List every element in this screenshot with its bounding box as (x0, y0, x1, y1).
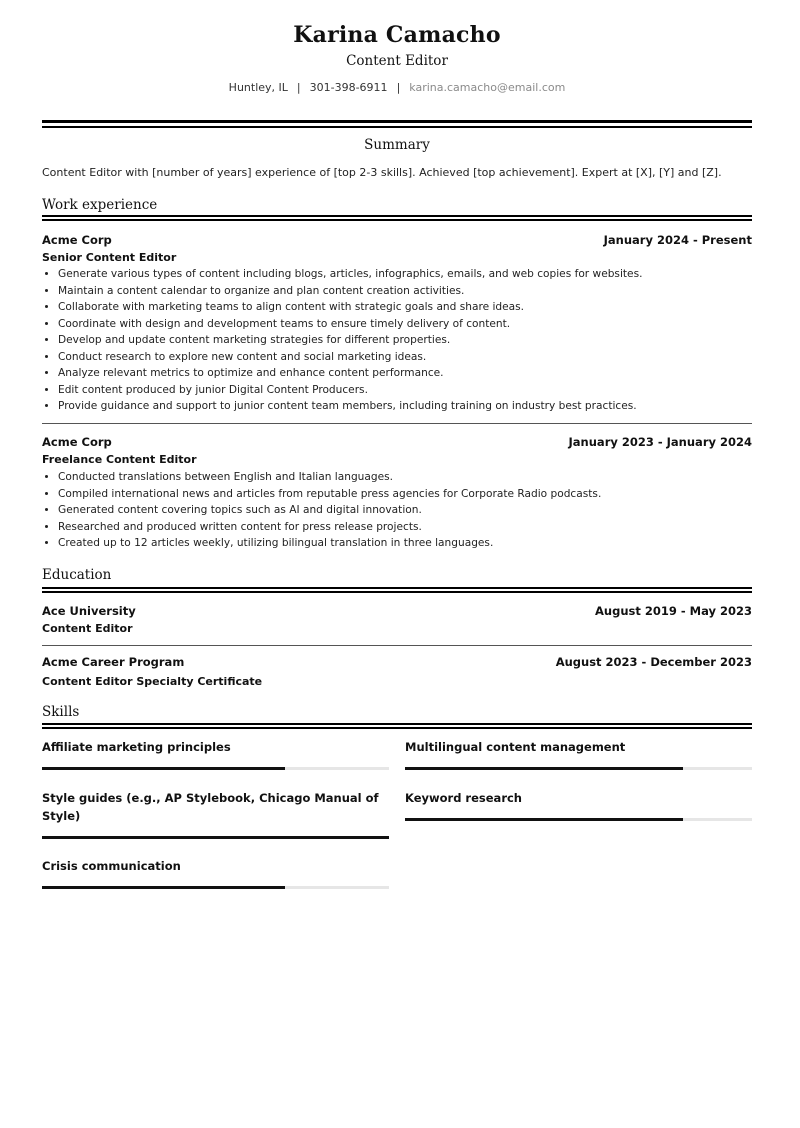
list-item: • Edit content produced by junior Digital Content Producers. (58, 382, 752, 399)
education-heading: Education (42, 567, 112, 583)
job-dates: January 2023 - January 2024 (568, 435, 752, 449)
candidate-role: Content Editor (346, 53, 448, 69)
location: Huntley, IL (228, 81, 288, 94)
list-item: • Provide guidance and support to junior content team members, including training on industry best practices. (58, 398, 752, 415)
entry-divider (42, 645, 752, 646)
skill-item (405, 738, 752, 756)
skill-item (42, 857, 389, 875)
phone: 301-398-6911 (309, 81, 388, 94)
entry-divider (42, 423, 752, 424)
skill-level-bar (405, 767, 752, 770)
skill-level-fill (42, 836, 389, 839)
skill-level-bar (42, 886, 389, 889)
header-divider (42, 120, 752, 123)
skill-name: Keyword research (405, 791, 522, 805)
job-bullets (42, 469, 752, 552)
list-item: • Created up to 12 articles weekly, utilizing bilingual translation in three languages. (58, 535, 752, 552)
skill-name: Style guides (e.g., AP Stylebook, Chicago Manual of Style) (42, 791, 379, 823)
list-item: • Analyze relevant metrics to optimize and enhance content performance. (58, 365, 752, 382)
list-item: • Conduct research to explore new content and social marketing ideas. (58, 349, 752, 366)
email-link[interactable]: karina.camacho@email.com (409, 81, 566, 94)
list-item: • Generate various types of content including blogs, articles, infographics, emails, and web copies for websites. (58, 266, 752, 283)
job-dates: January 2024 - Present (603, 233, 752, 247)
work-experience-heading: Work experience (42, 197, 158, 213)
job-title: Freelance Content Editor (42, 453, 197, 466)
header-divider-secondary (42, 126, 752, 128)
skill-level-fill (405, 767, 683, 770)
section-divider (42, 215, 752, 221)
school-name: Ace University (42, 604, 136, 618)
skill-name: Affiliate marketing principles (42, 740, 231, 754)
skill-item (405, 789, 752, 807)
section-divider (42, 723, 752, 729)
contact-separator: | (396, 81, 401, 94)
skill-name: Crisis communication (42, 859, 181, 873)
list-item: • Compiled international news and articles from reputable press agencies for Corporate Radio podcasts. (58, 486, 752, 503)
section-divider (42, 587, 752, 593)
skill-item (42, 738, 389, 756)
list-item: • Conducted translations between English and Italian languages. (58, 469, 752, 486)
skill-level-fill (405, 818, 683, 821)
degree: Content Editor (42, 622, 133, 635)
skill-level-bar (42, 767, 389, 770)
education-dates: August 2023 - December 2023 (555, 655, 752, 669)
summary-text: Content Editor with [number of years] experience of [top 2-3 skills]. Achieved [top achievement]. Expert at [X], [Y] and [Z]. (42, 166, 722, 179)
contact-line (42, 81, 752, 94)
skills-heading: Skills (42, 704, 80, 720)
company-name: Acme Corp (42, 233, 112, 247)
list-item: • Develop and update content marketing strategies for different properties. (58, 332, 752, 349)
skill-level-bar (405, 818, 752, 821)
job-bullets (42, 266, 752, 415)
list-item: • Generated content covering topics such as AI and digital innovation. (58, 502, 752, 519)
list-item: • Maintain a content calendar to organize and plan content creation activities. (58, 283, 752, 300)
company-name: Acme Corp (42, 435, 112, 449)
education-dates: August 2019 - May 2023 (595, 604, 752, 618)
job-title: Senior Content Editor (42, 251, 177, 264)
candidate-name: Karina Camacho (293, 22, 501, 48)
degree: Content Editor Specialty Certificate (42, 675, 263, 688)
school-name: Acme Career Program (42, 655, 185, 669)
skill-level-bar (42, 836, 389, 839)
list-item: • Coordinate with design and development teams to ensure timely delivery of content. (58, 316, 752, 333)
contact-separator: | (296, 81, 301, 94)
skill-level-fill (42, 886, 285, 889)
list-item: • Researched and produced written content for press release projects. (58, 519, 752, 536)
skill-level-fill (42, 767, 285, 770)
skill-item (42, 789, 389, 825)
skill-name: Multilingual content management (405, 740, 626, 754)
summary-heading: Summary (364, 137, 430, 153)
list-item: • Collaborate with marketing teams to align content with strategic goals and share ideas. (58, 299, 752, 316)
